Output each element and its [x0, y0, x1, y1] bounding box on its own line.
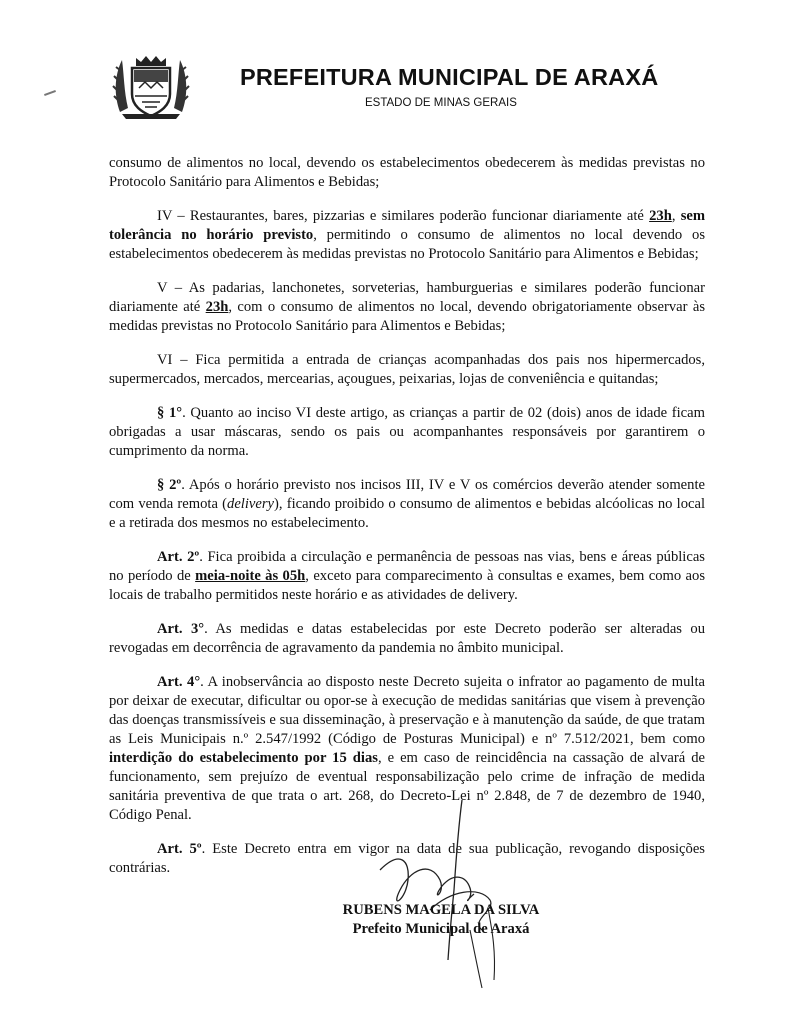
signature-block [326, 901, 556, 939]
paragraph-art-3 [109, 620, 705, 658]
scan-mark [44, 90, 56, 96]
signatory-name: RUBENS MAGELA DA SILVA [342, 902, 540, 918]
paragraph-text: . Após o horário previsto nos incisos III, IV e V os comércios deverão atender somente com venda remota ( [109, 477, 705, 512]
page-title: PREFEITURA MUNICIPAL DE ARAXÁ [240, 64, 659, 90]
coat-of-arms-icon [112, 52, 190, 120]
handwritten-signature [370, 790, 510, 990]
paragraph-continuation [109, 154, 705, 192]
paragraph-inciso-iv [109, 207, 705, 264]
paragraph-text: VI – Fica permitida a entrada de crianças acompanhadas dos pais nos hipermercados, supermercados, mercados, mercearias, açougues, peixarias, lojas de conveniência e quitandas; [109, 352, 705, 387]
paragraph-text: . Quanto ao inciso VI deste artigo, as crianças a partir de 02 (dois) anos de idade ficam obrigadas a usar máscaras, sendo os pais ou acompanhantes responsáveis por garantirem o cumprimento da norma. [109, 405, 705, 459]
paragraph-text: IV – Restaurantes, bares, pizzarias e similares poderão funcionar diariamente até [157, 208, 650, 224]
italic-term: delivery [227, 496, 275, 512]
paragraph-text: , permitindo o consumo de alimentos no local devendo os estabelecimentos obedecerem às medidas previstas no Protocolo Sanitário para Alimentos e Bebidas; [109, 227, 705, 262]
curfew-period: meia-noite às 05h [195, 568, 306, 584]
article-label: Art. 2º [157, 549, 200, 565]
decree-body [109, 154, 705, 893]
article-label: Art. 3° [157, 621, 205, 637]
paragraph-text: , [671, 208, 681, 224]
paragraph-text: , e em caso de reincidência na cassação de alvará de funcionamento, sem prejuízo de eventual responsabilização pelo crime de infração de medida sanitária preventiva de que trata o art. 268, do Decreto-Lei nº 2.848, de 7 de dezembro de 1940, Código Penal. [109, 750, 705, 823]
paragraph-text: ), ficando proibido o consumo de alimentos e bebidas alcóolicas no local e a retirada dos mesmos no estabelecimento. [109, 496, 705, 531]
section-label: § 1° [157, 405, 183, 421]
paragraph-par-1 [109, 404, 705, 461]
article-label: Art. 5º [157, 841, 202, 857]
paragraph-text: . As medidas e datas estabelecidas por este Decreto poderão ser alteradas ou revogadas em decorrência de agravamento da pandemia no âmbito municipal. [109, 621, 705, 656]
page-subtitle: ESTADO DE MINAS GERAIS [365, 97, 517, 109]
bold-phrase: sem tolerância no horário previsto [109, 208, 706, 243]
paragraph-text: . Este Decreto entra em vigor na data de sua publicação, revogando disposições contrárias. [109, 841, 705, 876]
paragraph-inciso-vi [109, 351, 705, 389]
paragraph-par-2 [109, 476, 705, 533]
paragraph-inciso-v [109, 279, 705, 336]
paragraph-text: , exceto para comparecimento à consultas e exames, bem como aos locais de trabalho permitidos neste horário e as atividades de delivery. [109, 568, 705, 603]
paragraph-text: consumo de alimentos no local, devendo os estabelecimentos obedecerem às medidas previstas no Protocolo Sanitário para Alimentos e Bebidas; [109, 155, 705, 190]
time-limit: 23h [205, 299, 229, 315]
paragraph-text: . Fica proibida a circulação e permanência de pessoas nas vias, bens e áreas públicas no período de [109, 549, 705, 584]
time-limit: 23h [649, 208, 672, 224]
paragraph-text: V – As padarias, lanchonetes, sorveterias, hamburguerias e similares poderão funcionar diariamente até [109, 280, 705, 315]
article-label: Art. 4° [157, 674, 201, 690]
bold-phrase: interdição do estabelecimento por 15 dias [109, 750, 378, 766]
signatory-role: Prefeito Municipal de Araxá [352, 921, 530, 937]
section-label: § 2º [157, 477, 182, 493]
paragraph-text: . A inobservância ao disposto neste Decreto sujeita o infrator ao pagamento de multa por deixar de executar, dificultar ou opor-se à execução de medidas sanitárias que visem à prevenção das doenças transmissíveis e sua disseminação, à preservação e à manutenção da saúde, de que tratam as Leis Municipais n.º 2.547/1992 (Código de Posturas Municipal) e nº 7.512/2021, bem como [109, 674, 705, 747]
paragraph-art-2 [109, 548, 705, 605]
paragraph-text: , com o consumo de alimentos no local, devendo obrigatoriamente observar às medidas previstas no Protocolo Sanitário para Alimentos e Bebidas; [109, 299, 705, 334]
